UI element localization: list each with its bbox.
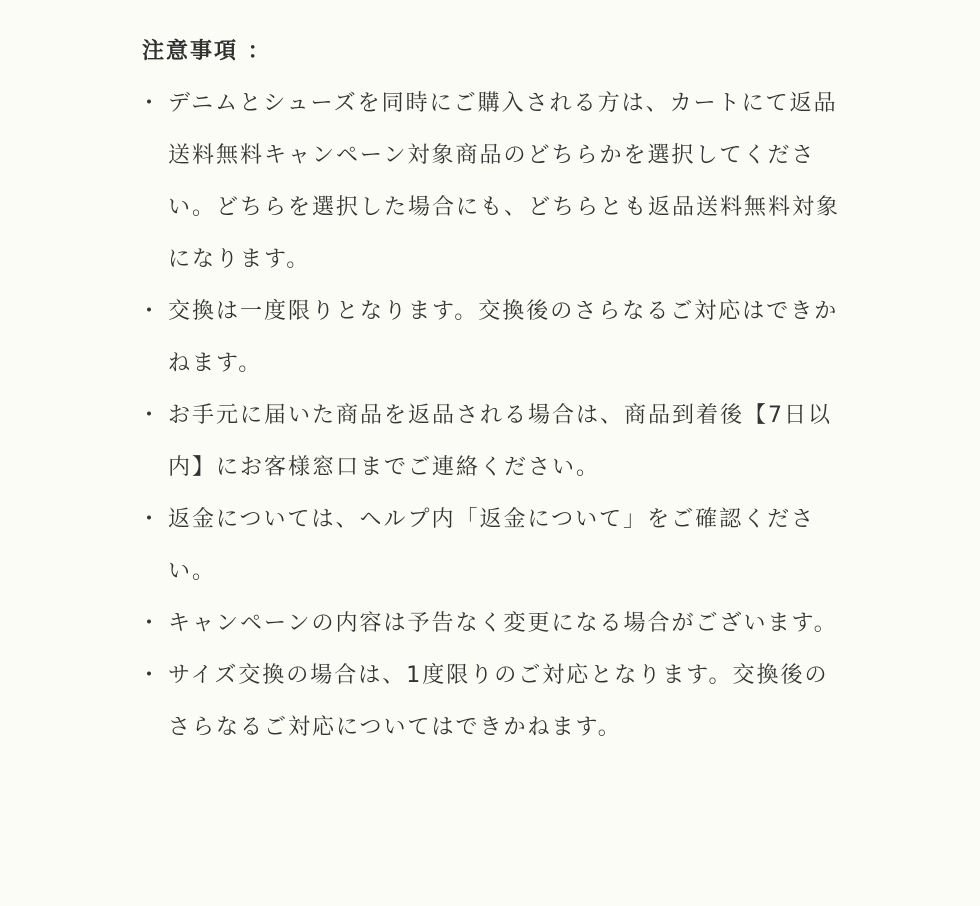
notice-item-text: サイズ交換の場合は、1度限りのご対応となります。交換後のさらなるご対応についてはできかねます。 [168, 663, 829, 740]
notice-item [138, 286, 843, 390]
bullet-icon: ・ [138, 663, 163, 688]
notice-item-text: 交換は一度限りとなります。交換後のさらなるご対応はできかねます。 [168, 299, 839, 376]
bullet-icon: ・ [138, 299, 163, 324]
notice-item [138, 390, 843, 494]
bullet-icon: ・ [138, 611, 163, 636]
notice-item-text: デニムとシューズを同時にご購入される方は、カートにて返品送料無料キャンペーン対象商品のどちらかを選択してください。どちらを選択した場合にも、どちらとも返品送料無料対象になります。 [168, 91, 841, 272]
notice-item-text: 返金については、ヘルプ内「返金について」をご確認ください。 [168, 507, 816, 584]
notice-item-text: キャンペーンの内容は予告なく変更になる場合がございます。 [168, 611, 838, 636]
bullet-icon: ・ [138, 507, 163, 532]
notice-item [138, 78, 843, 286]
bullet-icon: ・ [138, 91, 163, 116]
bullet-icon: ・ [138, 403, 163, 428]
notice-item-text: お手元に届いた商品を返品される場合は、商品到着後【7日以内】にお客様窓口までご連絡ください。 [168, 403, 832, 480]
notice-list [138, 78, 843, 754]
notice-section [138, 30, 843, 754]
notice-item [138, 650, 843, 754]
notice-item [138, 598, 843, 650]
notice-title: 注意事項 ： [142, 39, 272, 64]
notice-item [138, 494, 843, 598]
